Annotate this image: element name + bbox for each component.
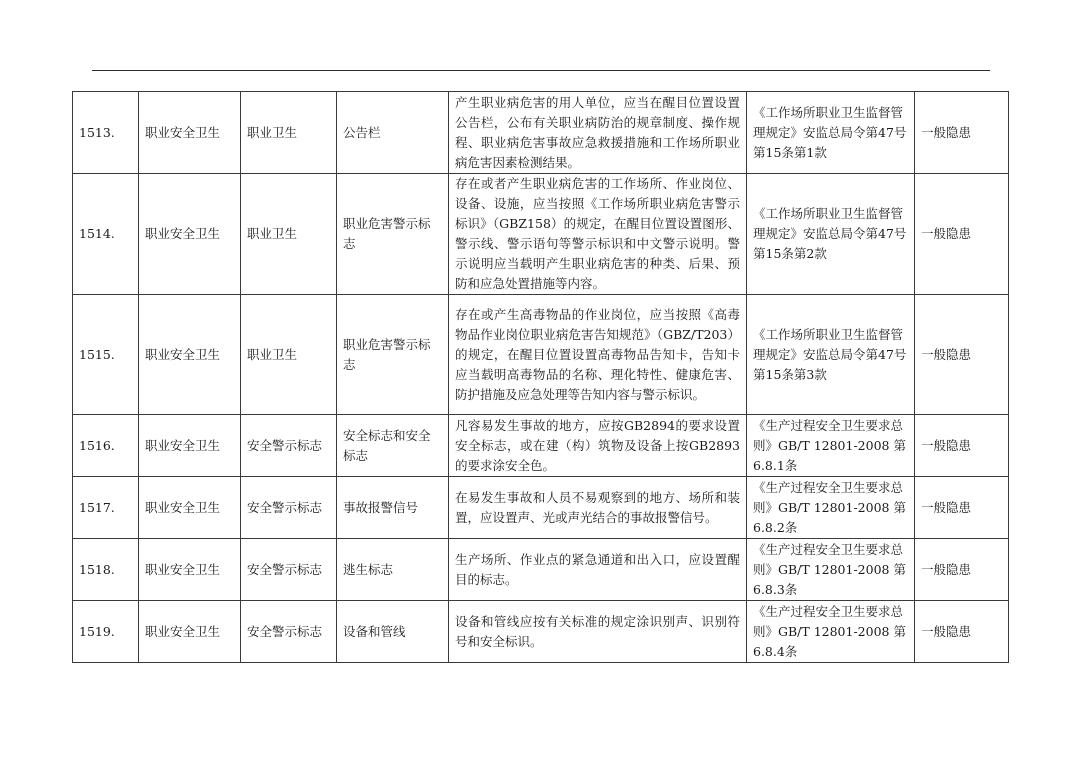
row-number: 1518. (73, 539, 139, 601)
content-cell: 生产场所、作业点的紧急通道和出入口，应设置醒目的标志。 (449, 539, 747, 601)
basis-cell: 《生产过程安全卫生要求总则》GB/T 12801-2008 第6.8.4条 (747, 601, 915, 663)
content-cell: 存在或者产生职业病危害的工作场所、作业岗位、设备、设施，应当按照《工作场所职业病危害警示标识》（GBZ158）的规定，在醒目位置设置图形、警示线、警示语句等警示标识和中文警示说明。警示说明应当载明产生职业病危害的种类、后果、预防和应急处置措施等内容。 (449, 174, 747, 295)
hazard-level-cell: 一般隐患 (915, 539, 1009, 601)
category-cell: 职业安全卫生 (139, 174, 241, 295)
item-cell: 安全标志和安全标志 (337, 415, 449, 477)
hazard-level-cell: 一般隐患 (915, 415, 1009, 477)
category-cell: 职业安全卫生 (139, 601, 241, 663)
row-number: 1517. (73, 477, 139, 539)
table-row (73, 415, 1009, 477)
item-cell: 事故报警信号 (337, 477, 449, 539)
table-row (73, 92, 1009, 174)
content-cell: 存在或产生高毒物品的作业岗位，应当按照《高毒物品作业岗位职业病危害告知规范》（GBZ/T203）的规定，在醒目位置设置高毒物品告知卡，告知卡应当载明高毒物品的名称、理化特性、健康危害、防护措施及应急处理等告知内容与警示标识。 (449, 295, 747, 415)
header-rule (92, 70, 990, 71)
table-row (73, 295, 1009, 415)
row-number: 1515. (73, 295, 139, 415)
regulation-table (72, 91, 1009, 663)
table-row (73, 174, 1009, 295)
category-cell: 职业安全卫生 (139, 415, 241, 477)
basis-cell: 《生产过程安全卫生要求总则》GB/T 12801-2008 第6.8.3条 (747, 539, 915, 601)
basis-cell: 《工作场所职业卫生监督管理规定》安监总局令第47号第15条第3款 (747, 295, 915, 415)
category-cell: 职业安全卫生 (139, 477, 241, 539)
row-number: 1519. (73, 601, 139, 663)
table-row (73, 539, 1009, 601)
hazard-level-cell: 一般隐患 (915, 92, 1009, 174)
content-cell: 设备和管线应按有关标准的规定涂识别声、识别符号和安全标识。 (449, 601, 747, 663)
content-cell: 产生职业病危害的用人单位，应当在醒目位置设置公告栏，公布有关职业病防治的规章制度、操作规程、职业病危害事故应急救援措施和工作场所职业病危害因素检测结果。 (449, 92, 747, 174)
content-cell: 凡容易发生事故的地方，应按GB2894的要求设置安全标志，或在建（构）筑物及设备上按GB2893的要求涂安全色。 (449, 415, 747, 477)
subcategory-cell: 职业卫生 (241, 295, 337, 415)
item-cell: 逃生标志 (337, 539, 449, 601)
subcategory-cell: 职业卫生 (241, 174, 337, 295)
category-cell: 职业安全卫生 (139, 92, 241, 174)
basis-cell: 《工作场所职业卫生监督管理规定》安监总局令第47号第15条第2款 (747, 174, 915, 295)
hazard-level-cell: 一般隐患 (915, 601, 1009, 663)
hazard-level-cell: 一般隐患 (915, 174, 1009, 295)
basis-cell: 《生产过程安全卫生要求总则》GB/T 12801-2008 第6.8.1条 (747, 415, 915, 477)
category-cell: 职业安全卫生 (139, 295, 241, 415)
basis-cell: 《工作场所职业卫生监督管理规定》安监总局令第47号第15条第1款 (747, 92, 915, 174)
content-cell: 在易发生事故和人员不易观察到的地方、场所和装置，应设置声、光或声光结合的事故报警信号。 (449, 477, 747, 539)
row-number: 1514. (73, 174, 139, 295)
item-cell: 公告栏 (337, 92, 449, 174)
subcategory-cell: 安全警示标志 (241, 477, 337, 539)
table-row (73, 477, 1009, 539)
subcategory-cell: 安全警示标志 (241, 601, 337, 663)
subcategory-cell: 职业卫生 (241, 92, 337, 174)
row-number: 1513. (73, 92, 139, 174)
hazard-level-cell: 一般隐患 (915, 295, 1009, 415)
item-cell: 职业危害警示标志 (337, 295, 449, 415)
basis-cell: 《生产过程安全卫生要求总则》GB/T 12801-2008 第6.8.2条 (747, 477, 915, 539)
subcategory-cell: 安全警示标志 (241, 415, 337, 477)
subcategory-cell: 安全警示标志 (241, 539, 337, 601)
item-cell: 设备和管线 (337, 601, 449, 663)
category-cell: 职业安全卫生 (139, 539, 241, 601)
table-row (73, 601, 1009, 663)
item-cell: 职业危害警示标志 (337, 174, 449, 295)
hazard-level-cell: 一般隐患 (915, 477, 1009, 539)
row-number: 1516. (73, 415, 139, 477)
